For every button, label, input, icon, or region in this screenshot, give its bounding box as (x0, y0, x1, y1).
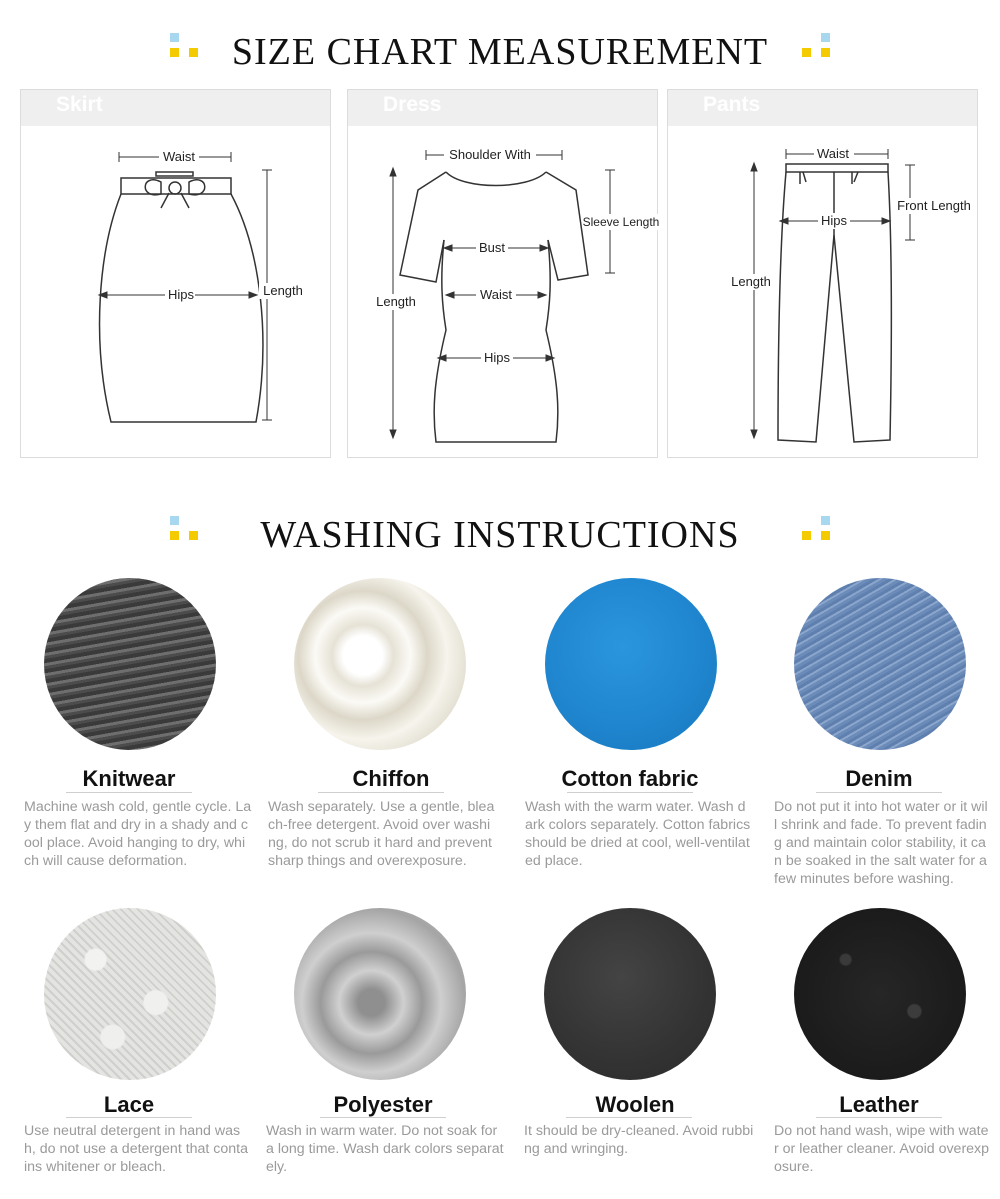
fabric-description: Wash with the warm water. Wash dark colors separately. Cotton fabrics should be dried at cool, well-ventilated place. (525, 799, 751, 869)
fabric-name: Woolen (595, 1092, 675, 1117)
dress-shoulder-label: Shoulder With (449, 147, 531, 162)
title-decoration-right (800, 516, 834, 544)
fabric-description: Use neutral detergent in hand wash, do not use a detergent that contains whitener or bleach. (24, 1123, 249, 1175)
dress-diagram (348, 90, 659, 459)
dress-sleeve-label: Sleeve Length (582, 215, 659, 229)
panel-title-pants: Pants (703, 93, 761, 116)
skirt-waist-label: Waist (162, 149, 196, 164)
dress-bust-label: Bust (478, 240, 506, 255)
pants-panel (667, 89, 978, 458)
fabric-name: Leather (839, 1092, 919, 1117)
skirt-hips-label: Hips (167, 287, 195, 302)
fabric-description: Machine wash cold, gentle cycle. Lay them flat and dry in a shady and cool place. Avoid hanging to dry, which will cause deformation. (24, 799, 252, 869)
fabric-description: Wash in warm water. Do not soak for a long time. Wash dark colors separately. (266, 1123, 504, 1175)
divider (816, 1117, 942, 1118)
dress-length-label: Length (376, 294, 416, 309)
fabric-name: Denim (845, 766, 913, 791)
pants-front-length-label: Front Length (897, 198, 971, 213)
skirt-length-label: Length (263, 283, 303, 298)
pants-length-label: Length (731, 274, 771, 289)
fabric-description: Do not hand wash, wipe with water or leather cleaner. Avoid overexposure. (774, 1123, 990, 1175)
divider (320, 1117, 446, 1118)
lace-swatch (44, 908, 216, 1080)
panel-title-skirt: Skirt (56, 93, 103, 116)
polyester-swatch (294, 908, 466, 1080)
denim-swatch (794, 578, 966, 750)
pants-diagram (668, 90, 979, 459)
skirt-diagram (21, 90, 332, 459)
dress-hips-label: Hips (483, 350, 511, 365)
pants-waist-label: Waist (816, 146, 850, 161)
leather-swatch (794, 908, 966, 1080)
pants-hips-label: Hips (820, 213, 848, 228)
fabric-description: It should be dry-cleaned. Avoid rubbing and wringing. (524, 1123, 754, 1157)
panel-title-dress: Dress (383, 93, 442, 116)
divider (567, 792, 693, 793)
title-decoration-right (800, 33, 834, 61)
fabric-name: Chiffon (352, 766, 430, 791)
dress-panel (347, 89, 658, 458)
fabric-name: Cotton fabric (561, 766, 699, 791)
size-chart-title: SIZE CHART MEASUREMENT (231, 31, 769, 73)
cotton-swatch (545, 578, 717, 750)
fabric-name: Knitwear (82, 766, 176, 791)
fabric-description: Do not put it into hot water or it will shrink and fade. To prevent fading and maintain color stability, it can be soaked in the salt water for a few minutes before washing. (774, 799, 988, 887)
chiffon-swatch (294, 578, 466, 750)
divider (318, 792, 444, 793)
fabric-name: Lace (103, 1092, 155, 1117)
divider (816, 792, 942, 793)
skirt-panel (20, 89, 331, 458)
dress-waist-label: Waist (479, 287, 513, 302)
divider (66, 792, 192, 793)
woolen-swatch (544, 908, 716, 1080)
fabric-description: Wash separately. Use a gentle, bleach-free detergent. Avoid over washing, do not scrub it hard and prevent sharp things and overexposure. (268, 799, 495, 869)
divider (66, 1117, 192, 1118)
fabric-name: Polyester (333, 1092, 433, 1117)
divider (566, 1117, 692, 1118)
knitwear-swatch (44, 578, 216, 750)
washing-title: WASHING INSTRUCTIONS (260, 514, 740, 556)
